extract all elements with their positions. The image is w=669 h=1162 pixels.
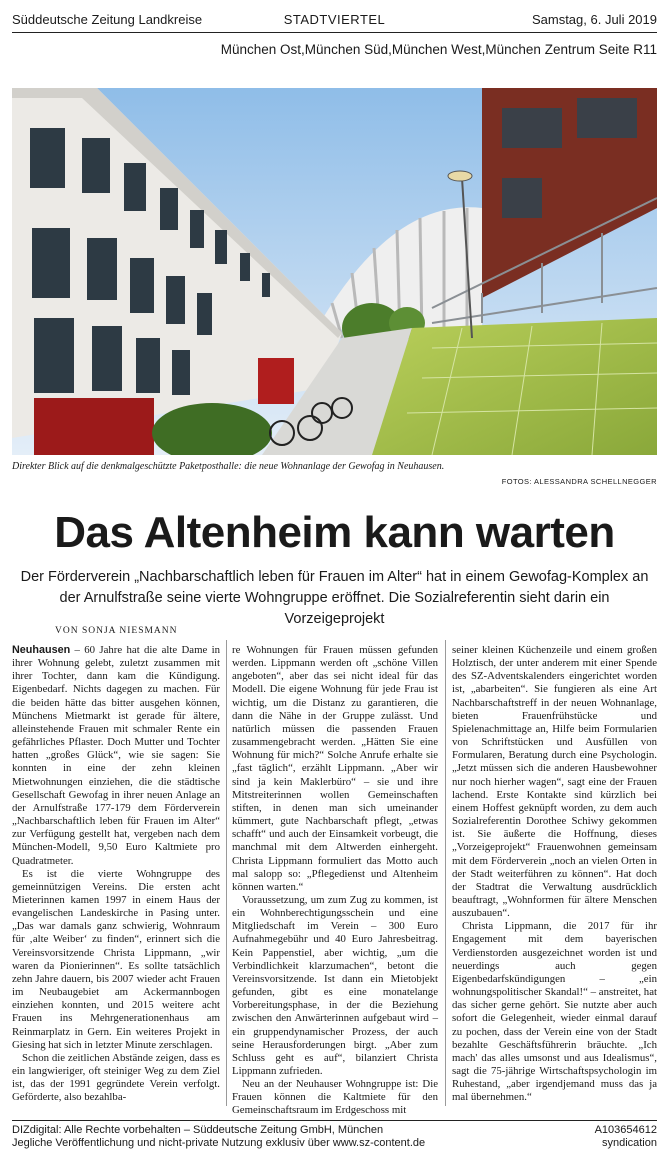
publication-name: Süddeutsche Zeitung Landkreise — [12, 12, 203, 27]
rights-line-2: Jegliche Veröffentlichung und nicht-private Nutzung exklusiv über www.sz-content.de — [12, 1137, 426, 1149]
syndication-label: syndication — [601, 1137, 657, 1149]
column-divider — [445, 640, 446, 1106]
article-column-2 — [232, 644, 438, 1118]
article-column-1 — [12, 644, 220, 1104]
article-paragraph: Schon die zeitlichen Abstände zeigen, dass es ein langwieriger, oft steiniger Weg zu dem Ziel ist, das der 1991 gegründete Verein verfolgt. Geförderte, also bezahlba- — [12, 1051, 220, 1104]
article-column-3 — [452, 644, 657, 1104]
issue-date: Samstag, 6. Juli 2019 — [531, 12, 657, 27]
section-name: STADTVIERTEL — [283, 12, 386, 27]
article-paragraph: Voraussetzung, um zum Zug zu kommen, ist ein Wohnberechtigungsschein und eine Mitgliedschaft im Verein – 300 Euro Aufnahmegebühr und 40 Euro Jahresbeitrag. Kein Pappenstiel, aber wichtig, „um die Verbindlichkeit klarzumachen“, betont die Vereinsvorsitzende. Ist dann ein Mietobjekt gefunden, gibt es eine monatelange Vorbereitungsphase, in der die Beziehung zwischen den Anwärterinnen aufgebaut wird – ein gruppendynamischer Prozess, der auch seine Herausforderungen birgt. „Aber zum Schluss geht es auf“, bilanziert Christa Lippmann zufrieden. — [232, 893, 438, 1077]
article-paragraph: seiner kleinen Küchenzeile und einem großen Holztisch, der unter anderem mit einer Spende des SZ-Adventskalenders eingerichtet worden ist, „abarbeiten“. Sie fungieren als eine Art Nachbarschaftstreff in der neuen Wohnanlage, bieten Frauenfrühstücke und Spielenachmittage an, Hilfe beim Formularien von Schriftstücken und Ausfüllen von Formularen, Beratung durch eine Psychologin. „Jetzt müssen sich die anderen Hausbewohner nur noch hierher wagen“, sagt eine der Frauen lachend. Erste Kontakte sind kürzlich bei einem Hoffest geknüpft worden, zu dem auch Sozialreferentin Dorothee Schiwy gekommen ist. Sie äußerte die Hoffnung, dieses „Vorzeigeprojekt“ Frauenwohnen gemeinsam mit dem Förderverein „noch an vielen Orten in der Stadt weiterführen zu können“. Hat doch der Stadtrat die Verwaltung ausdrücklich beauftragt, „Wohnformen für ältere Menschen auszubauen“. — [452, 644, 657, 920]
building-photo-illustration — [12, 88, 657, 455]
article-subhead: Der Förderverein „Nachbarschaftlich leben für Frauen im Alter“ hat in einem Gewofag-Komplex an der Arnulfstraße seine vierte Wohngruppe eröffnet. Die Sozialreferentin sieht darin ein Vorzeigeprojekt — [20, 569, 649, 627]
document-id: A103654612 — [594, 1124, 657, 1136]
photo-caption: Direkter Blick auf die denkmalgeschützte Paketposthalle: die neue Wohnanlage der Gewofag in Neuhausen. — [12, 461, 445, 472]
column-divider — [226, 640, 227, 1106]
regions-page-line: München Ost,München Süd,München West,München Zentrum Seite R11 — [220, 42, 657, 57]
masthead — [12, 6, 657, 33]
rights-notice — [12, 1124, 425, 1150]
document-reference — [595, 1124, 657, 1150]
article-paragraph: Neu an der Neuhauser Wohngruppe ist: Die Frauen können die Kaltmiete für den Gemeinschaftsraum im Erdgeschoss mit — [232, 1078, 438, 1117]
article-headline: Das Altenheim kann warten — [54, 508, 615, 557]
rights-line-1: DIZdigital: Alle Rechte vorbehalten – Süddeutsche Zeitung GmbH, München — [12, 1124, 384, 1136]
photo-credit: FOTOS: ALESSANDRA SCHELLNEGGER — [501, 477, 657, 486]
article-paragraph: Es ist die vierte Wohngruppe des gemeinnützigen Vereins. Die ersten acht Mieterinnen kamen 1997 in einem Haus der evangelischen Landeskirche in Pasing unter. „Das war damals ganz schwierig, Wohnraum für ‚alte Weiber‘ zu finden“, erinnert sich die Vereinsvorsitzende Christa Lippmann, „wir waren da Pionierinnen“. Es sollte tatsächlich zehn Jahre dauern, bis 2007 wieder acht Frauen im Neubaugebiet am Ackermannbogen einziehen konnten, und 2015 weitere acht Frauen ins Mehrgenerationenhaus am Reinmarplatz in Gern. Ein weiteres Projekt in Giesing hat sich in letzter Minute zerschlagen. — [12, 867, 220, 1051]
rights-footer — [12, 1120, 657, 1149]
article-photo — [12, 88, 657, 455]
article-paragraph: Christa Lippmann, die 2017 für ihr Engagement mit dem bayerischen Verdienstorden ausgezeichnet worden ist und neuerdings auch gegen Eigenbedarfskündigungen – „ein wohnungspolitischer Skandal!“ – anstreitet, hat das sicher gerne gehört. Sie nutzte aber auch sofort die Gelegenheit, wieder einmal darauf zu pochen, dass der Verein eine von der Stadt bezahlte Geschäftsführerin bräuchte. „Ich mach' das alles umsonst und aus Idealismus“, sagt die 75-jährige Wirtschaftspsychologin im Ruhestand, „aber irgendjemand muss das ja mal übernehmen.“ — [452, 920, 657, 1104]
article-dateline: Neuhausen — [12, 644, 71, 656]
article-paragraph: re Wohnungen für Frauen müssen gefunden werden. Lippmann werden oft „schöne Villen angeboten“, aber das sei nicht ideal für das Modell. Die eigene Wohnung für jede Frau ist wichtig, um die Distanz zu garantieren, die dann die Nähe in der Gruppe zulässt. Und natürlich müssen die passenden Frauen zusammengebracht werden. „Hätten Sie eine Wohnung für mich?“ Solche Anrufe erhalte sie „fast täglich“, erzählt Lippmann. „Aber wir sind ja kein Maklerbüro“ – sie und ihre Mitstreiterinnen wollen Gemeinschaften stiften, in denen man sich umeinander kümmert, gute Nachbarschaft pflegt, „etwas schafft“ und auch der Einsamkeit vorbeugt, die manchmal mit dem Altwerden einhergeht. Christa Lippmann formuliert das Motto auch mal salopp so: „Pflegedienst und Altenheim können warten.“ — [232, 644, 438, 893]
article-paragraph: Neuhausen – 60 Jahre hat die alte Dame in ihrer Wohnung gelebt, zuletzt zusammen mit ihrer Tochter, dann kam die Kündigung. Eigenbedarf. Nichts dagegen zu machen. Für die beiden hätte das bitter ausgehen können, Münchens Mietmarkt ist gerade für ältere, alleinstehende Frauen mit schmaler Rente ein gefährliches Pflaster. Doch Mutter und Tochter hatten „großes Glück“, wie sie sagen: Sie konnten in eine der zehn kleinen Mietwohnungen einziehen, die die städtische Gesellschaft Gewofag in ihrer neuen Anlage an der Arnulfstraße 177-179 dem Förderverein „Nachbarschaftlich leben für Frauen im Alter“ zur Verfügung gestellt hat, vergeben nach dem München-Modell, 9,50 Euro Kaltmiete pro Quadratmeter. — [12, 644, 220, 867]
article-byline: VON SONJA NIESMANN — [55, 626, 178, 636]
